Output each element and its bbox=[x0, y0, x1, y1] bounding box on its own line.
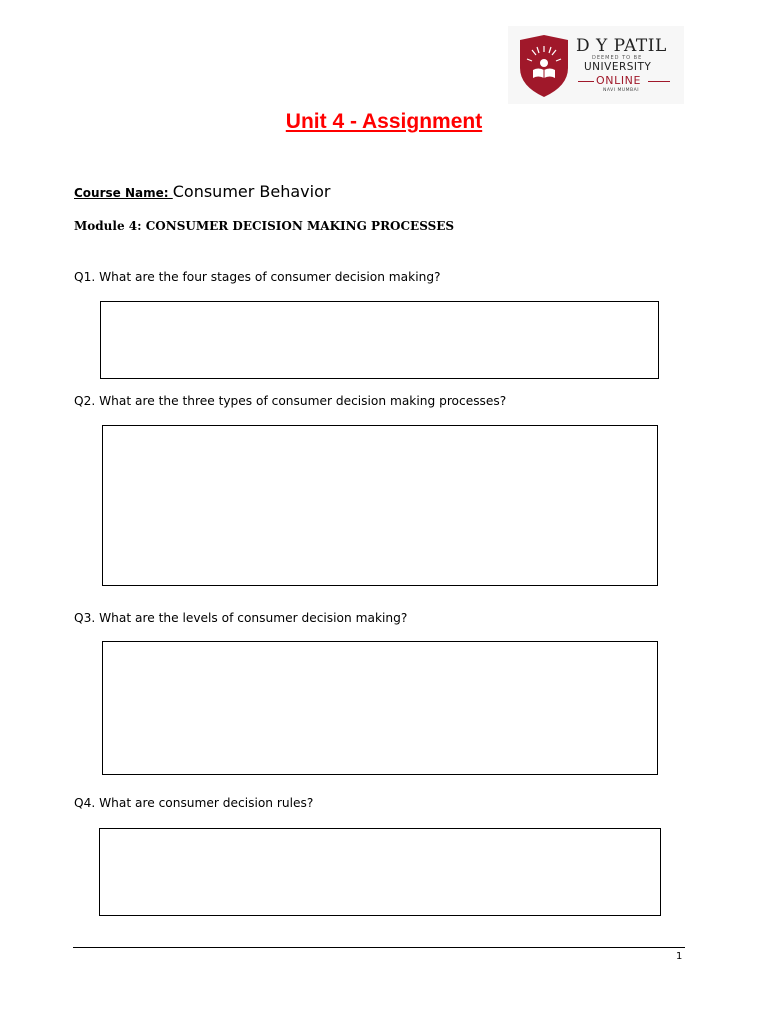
logo-university-text: UNIVERSITY bbox=[584, 61, 652, 73]
logo-city-text: NAVI MUMBAI bbox=[603, 88, 640, 93]
logo-online-text: ONLINE bbox=[596, 74, 642, 87]
logo-divider-left bbox=[578, 81, 594, 82]
university-logo bbox=[508, 26, 684, 104]
course-name-label: Course Name: bbox=[74, 186, 173, 200]
footer-divider bbox=[73, 947, 685, 948]
page-number: 1 bbox=[676, 951, 683, 962]
answer-box-3[interactable] bbox=[102, 641, 658, 775]
question-4: Q4. What are consumer decision rules? bbox=[74, 796, 314, 810]
course-name-value: Consumer Behavior bbox=[172, 182, 331, 201]
page-title: Unit 4 - Assignment bbox=[285, 110, 483, 133]
logo-brand-name: D Y PATIL bbox=[576, 36, 667, 56]
module-heading: Module 4: CONSUMER DECISION MAKING PROCESSES bbox=[74, 219, 455, 233]
logo-deemed-text: DEEMED TO BE bbox=[592, 55, 643, 61]
question-2: Q2. What are the three types of consumer decision making processes? bbox=[74, 394, 507, 408]
answer-box-2[interactable] bbox=[102, 425, 658, 586]
logo-divider-right bbox=[648, 81, 670, 82]
shield-icon bbox=[518, 34, 570, 98]
question-1: Q1. What are the four stages of consumer decision making? bbox=[74, 270, 441, 284]
answer-box-1[interactable] bbox=[100, 301, 659, 379]
answer-box-4[interactable] bbox=[99, 828, 661, 916]
course-line bbox=[74, 182, 330, 201]
question-3: Q3. What are the levels of consumer decision making? bbox=[74, 611, 408, 625]
